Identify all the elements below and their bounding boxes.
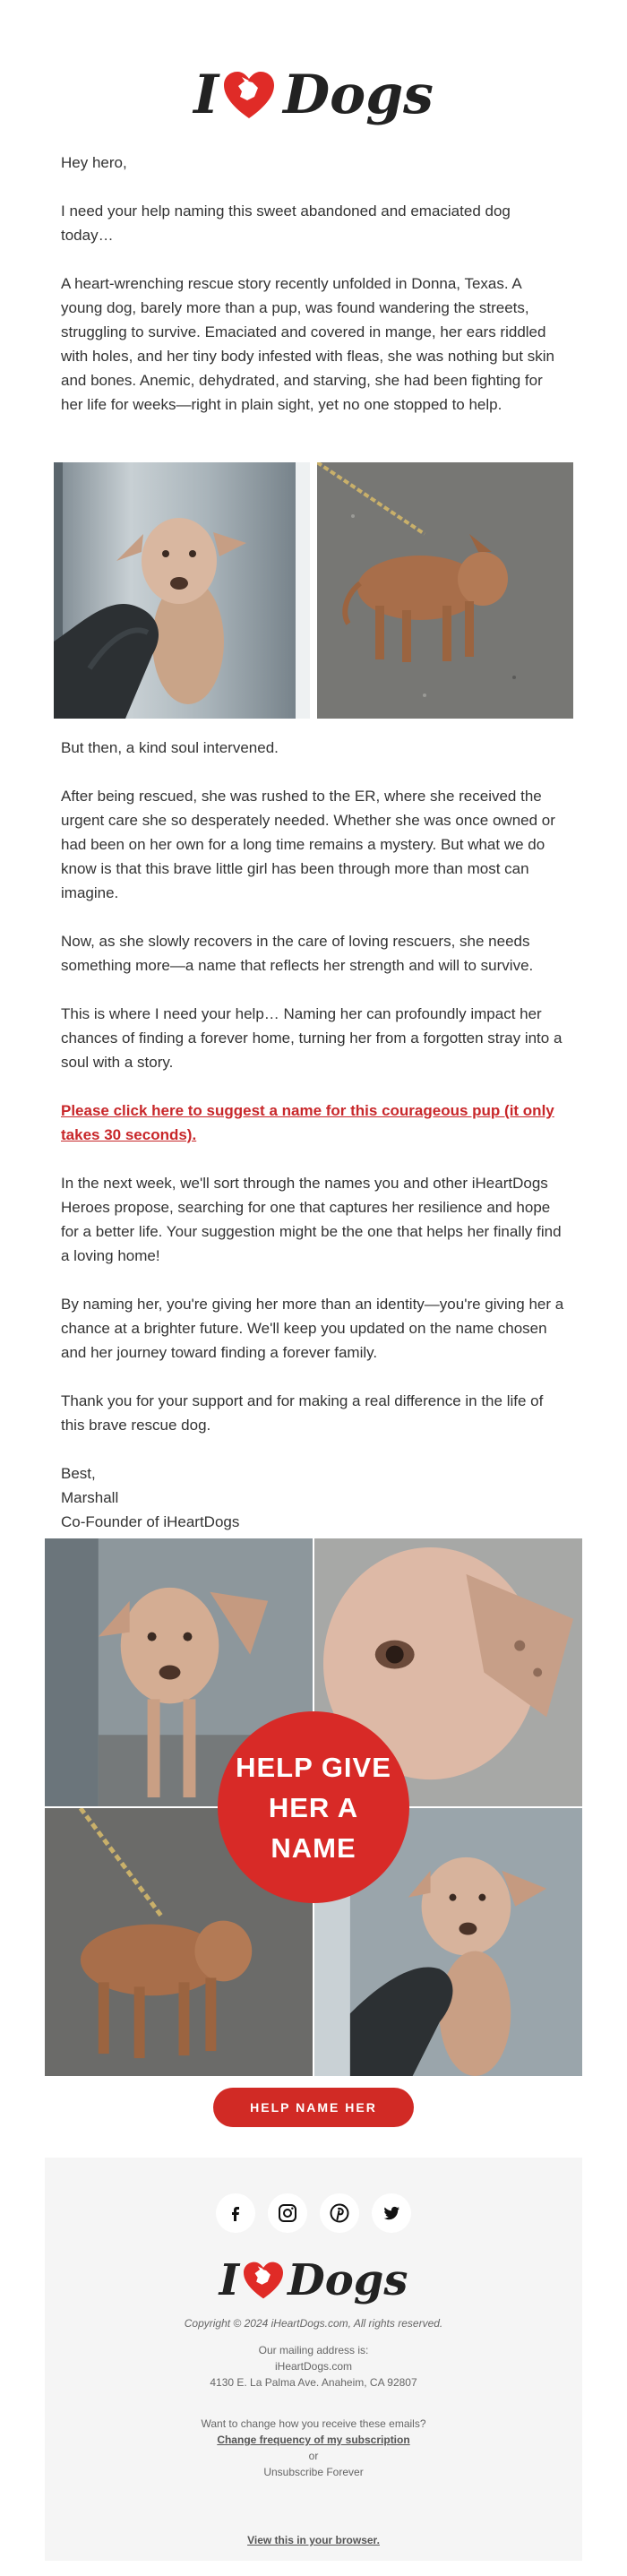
paragraph-5: Now, as she slowly recovers in the care of loving rescuers, she needs something more—a name that reflects her strength and will to survive. bbox=[61, 933, 534, 974]
footer-logo-letter-i: I bbox=[219, 2255, 240, 2305]
twitter-icon[interactable] bbox=[372, 2193, 411, 2233]
paragraph-6: This is where I need your help… Naming her can profoundly impact her chances of finding a forever home, turning her from a forgotten stray into a soul with a story. bbox=[61, 1005, 563, 1071]
subscription-block bbox=[45, 2416, 582, 2480]
signer-name: Marshall bbox=[61, 1489, 119, 1506]
paragraph-1: I need your help naming this sweet abandoned and emaciated dog today… bbox=[61, 202, 511, 244]
mailing-address: 4130 E. La Palma Ave. Anaheim, CA 92807 bbox=[210, 2376, 417, 2389]
view-in-browser-link[interactable]: View this in your browser. bbox=[247, 2534, 380, 2546]
heart-dog-icon bbox=[242, 2261, 285, 2300]
or-text: or bbox=[308, 2450, 319, 2462]
paragraph-9: Thank you for your support and for making a real difference in the life of this brave rescue dog. bbox=[61, 1392, 544, 1434]
unsubscribe-link[interactable]: Unsubscribe Forever bbox=[263, 2466, 364, 2478]
iheartdogs-footer-logo[interactable] bbox=[45, 2249, 582, 2312]
email-footer bbox=[45, 2158, 582, 2561]
suggest-name-link[interactable]: Please click here to suggest a name for this courageous pup (it only takes 30 seconds). bbox=[61, 1102, 554, 1143]
logo-letter-i: I bbox=[193, 64, 219, 126]
pinterest-icon[interactable] bbox=[320, 2193, 359, 2233]
paragraph-4: After being rescued, she was rushed to the ER, where she received the urgent care she so desperately needed. Whether she was once owned or had been on her own for a long time remains a mystery. But what we do know is that this brave little girl has been through more than most can imagine. bbox=[61, 788, 555, 901]
help-name-her-collage[interactable] bbox=[45, 1538, 582, 2076]
badge-line-1: HELP GIVE bbox=[236, 1751, 391, 1783]
email-body bbox=[61, 736, 566, 1534]
dog-photo-gloved-hand bbox=[54, 462, 310, 719]
help-give-her-a-name-badge bbox=[218, 1711, 409, 1903]
change-prompt: Want to change how you receive these emails? bbox=[201, 2417, 426, 2430]
footer-copyright-block bbox=[45, 2315, 582, 2331]
instagram-icon[interactable] bbox=[268, 2193, 307, 2233]
mailing-label: Our mailing address is: bbox=[258, 2344, 369, 2356]
dog-photo-on-leash bbox=[317, 462, 573, 719]
help-name-her-button[interactable]: HELP NAME HER bbox=[213, 2088, 414, 2127]
badge-line-3: NAME bbox=[271, 1831, 356, 1864]
change-frequency-link[interactable]: Change frequency of my subscription bbox=[217, 2434, 410, 2446]
copyright-text: Copyright © 2024 iHeartDogs.com, All rights reserved. bbox=[184, 2317, 443, 2330]
mailing-company: iHeartDogs.com bbox=[274, 2360, 353, 2373]
social-links bbox=[45, 2193, 582, 2233]
signoff: Best, bbox=[61, 1465, 96, 1482]
mailing-address-block bbox=[45, 2342, 582, 2391]
heart-dog-icon bbox=[222, 70, 276, 120]
paragraph-7: In the next week, we'll sort through the names you and other iHeartDogs Heroes propose, searching for one that captures her resilience and hope for a better life. Your suggestion might be the one that helps her finally find a loving home! bbox=[61, 1175, 562, 1264]
view-browser-block bbox=[45, 2532, 582, 2548]
paragraph-3: But then, a kind soul intervened. bbox=[61, 739, 279, 756]
badge-line-2: HER A bbox=[268, 1791, 359, 1823]
footer-logo-word-dogs: Dogs bbox=[288, 2255, 408, 2305]
signer-title: Co-Founder of iHeartDogs bbox=[61, 1513, 240, 1530]
facebook-icon[interactable] bbox=[216, 2193, 255, 2233]
logo-word-dogs: Dogs bbox=[283, 64, 434, 126]
paragraph-2: A heart-wrenching rescue story recently unfolded in Donna, Texas. A young dog, barely more than a pup, was found wandering the streets, struggling to survive. Emaciated and covered in mange, her ears riddled with holes, and her tiny body infested with fleas, she was nothing but skin and bones. Anemic, dehydrated, and starving, she had been fighting for her life for weeks—right in plain sight, yet no one stopped to help. bbox=[61, 275, 554, 413]
email-intro bbox=[61, 151, 566, 417]
paragraph-8: By naming her, you're giving her more than an identity—you're giving her a chance at a brighter future. We'll keep you updated on the name chosen and her journey toward finding a forever family. bbox=[61, 1296, 564, 1361]
iheartdogs-logo[interactable] bbox=[0, 56, 627, 134]
greeting: Hey hero, bbox=[61, 154, 127, 171]
